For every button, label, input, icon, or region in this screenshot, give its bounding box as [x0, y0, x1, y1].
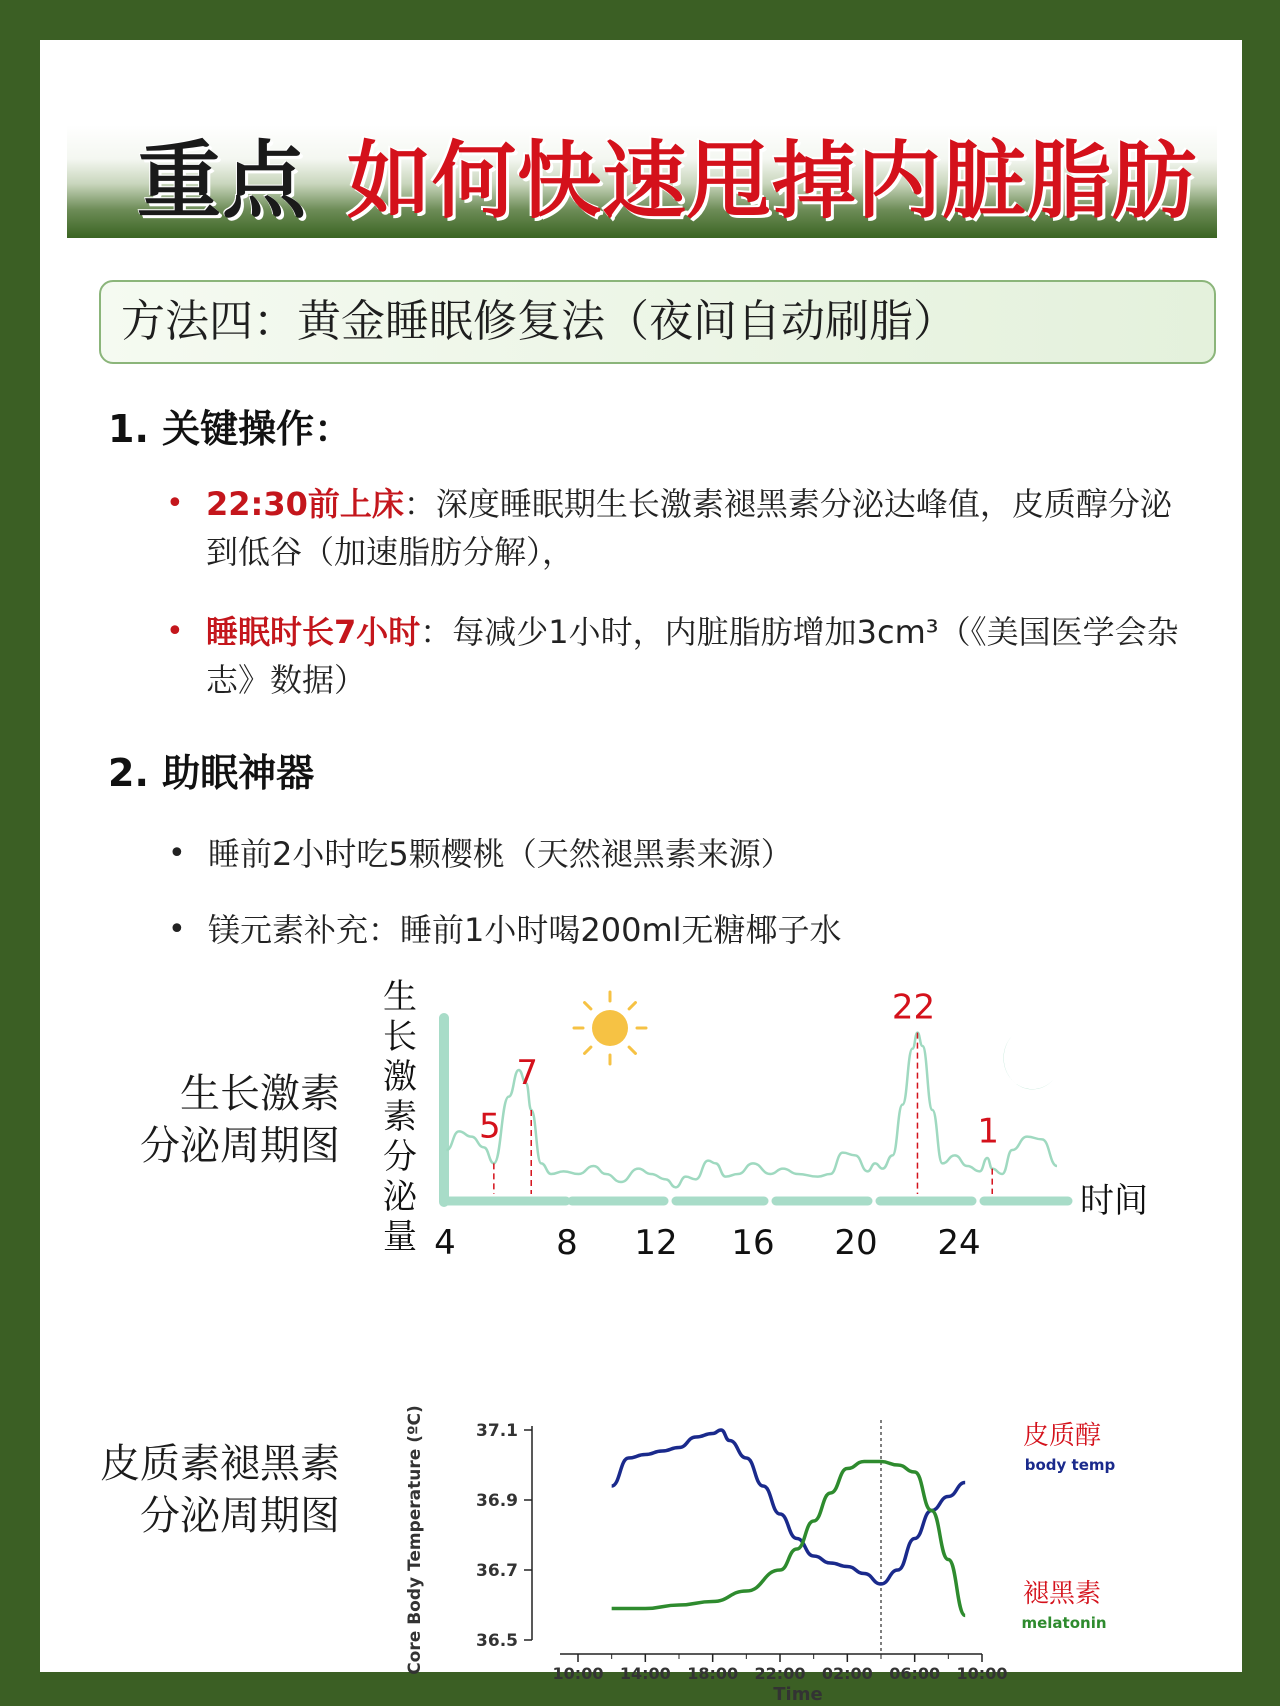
chart2-caption — [60, 1438, 340, 1542]
y-axis-label-char: 长 — [383, 1017, 417, 1057]
body-temp-chart — [360, 1400, 1240, 1705]
bullet-dot: • — [168, 912, 186, 947]
x-tick-label: 20 — [834, 1223, 878, 1263]
y-tick-label: 36.7 — [476, 1561, 518, 1581]
bullet-magnesium — [168, 906, 1188, 954]
legend-body-temp: body temp — [1024, 1456, 1116, 1474]
y-axis-label-char: 分 — [383, 1137, 417, 1177]
bullet-text: 镁元素补充：睡前1小时喝200ml无糖椰子水 — [208, 911, 842, 949]
x-tick-label: 02:00 — [821, 1664, 873, 1683]
peak-label: 22 — [891, 987, 936, 1028]
y-axis-label-char: 泌 — [383, 1177, 417, 1217]
x-tick-label: 8 — [556, 1223, 578, 1263]
peak-label: 1 — [977, 1111, 1000, 1152]
chart2-caption-line1: 皮质素褪黑素 — [100, 1441, 340, 1487]
y-tick-label: 36.5 — [476, 1631, 518, 1651]
y-tick-label: 37.1 — [476, 1421, 518, 1441]
bullet-text: 睡前2小时吃5颗樱桃（天然褪黑素来源） — [208, 835, 793, 873]
y-axis-label-char: 素 — [383, 1097, 417, 1137]
growth-hormone-chart — [360, 977, 1240, 1380]
x-axis-label: Time — [773, 1684, 823, 1705]
sun-ray — [585, 1047, 591, 1053]
x-axis-label: 时间 — [1080, 1181, 1148, 1221]
bullet-duration — [166, 608, 1186, 704]
y-tick-label: 36.9 — [476, 1491, 518, 1511]
legend-melatonin: melatonin — [1021, 1614, 1107, 1632]
chart1-caption-line1: 生长激素 — [180, 1071, 340, 1117]
x-tick-label: 12 — [634, 1223, 678, 1263]
bullet-cherry — [168, 830, 1188, 878]
bullet-text: ：深度睡眠期生长激素褪黑素分泌达峰值，皮质醇分泌到低谷（加速脂肪分解）， — [206, 485, 1172, 571]
x-tick-label: 16 — [731, 1223, 775, 1263]
banner-prefix: 重点 — [137, 132, 308, 230]
chart2-caption-line2: 分泌周期图 — [140, 1493, 340, 1539]
bullet-bedtime — [166, 480, 1186, 576]
x-tick-label: 10:00 — [956, 1664, 1008, 1683]
y-axis-label-char: 激 — [383, 1057, 417, 1097]
method-box — [99, 280, 1216, 364]
bullet-dot: • — [166, 614, 184, 649]
x-tick-label: 14:00 — [619, 1664, 671, 1683]
y-axis-label: Core Body Temperature (ºC) — [405, 1405, 425, 1675]
banner-title: 如何快速甩掉内脏脂肪 — [347, 132, 1198, 230]
bullet-dot: • — [166, 486, 184, 521]
x-tick-label: 4 — [434, 1223, 456, 1263]
bullet-dot: • — [168, 836, 186, 871]
chart1-caption — [70, 1068, 340, 1172]
sun-icon — [592, 1010, 628, 1046]
growth-hormone-line — [446, 1033, 1057, 1188]
bullet-text: ：每减少1小时，内脏脂肪增加3cm³（《美国医学会杂志》数据） — [206, 613, 1179, 699]
peak-label: 7 — [516, 1053, 539, 1093]
sun-ray — [629, 1047, 635, 1053]
x-tick-label: 18:00 — [687, 1664, 739, 1683]
legend-melatonin-cn: 褪黑素 — [1022, 1579, 1102, 1609]
x-tick-label: 22:00 — [754, 1664, 806, 1683]
chart1-caption-line2: 分泌周期图 — [140, 1123, 340, 1169]
x-tick-label: 06:00 — [889, 1664, 941, 1683]
moon-icon — [1003, 1036, 1053, 1089]
sun-ray — [585, 1003, 591, 1009]
sun-ray — [629, 1003, 635, 1009]
x-tick-label: 24 — [937, 1223, 981, 1263]
legend-cortisol: 皮质醇 — [1022, 1421, 1102, 1451]
title-banner — [67, 125, 1217, 238]
section1-heading: 1. 关键操作： — [108, 407, 353, 451]
x-tick-label: 10:00 — [552, 1664, 604, 1683]
peak-label: 5 — [479, 1106, 501, 1147]
bullet-highlight: 22:30前上床 — [206, 485, 404, 523]
y-axis-label-char: 量 — [383, 1217, 417, 1257]
method-title: 方法四：黄金睡眠修复法（夜间自动刷脂） — [121, 296, 957, 347]
bullet-highlight: 睡眠时长7小时 — [206, 613, 421, 651]
page-card — [40, 40, 1242, 1705]
section2-heading: 2. 助眠神器 — [108, 751, 315, 795]
y-axis-label-char: 生 — [383, 977, 417, 1017]
